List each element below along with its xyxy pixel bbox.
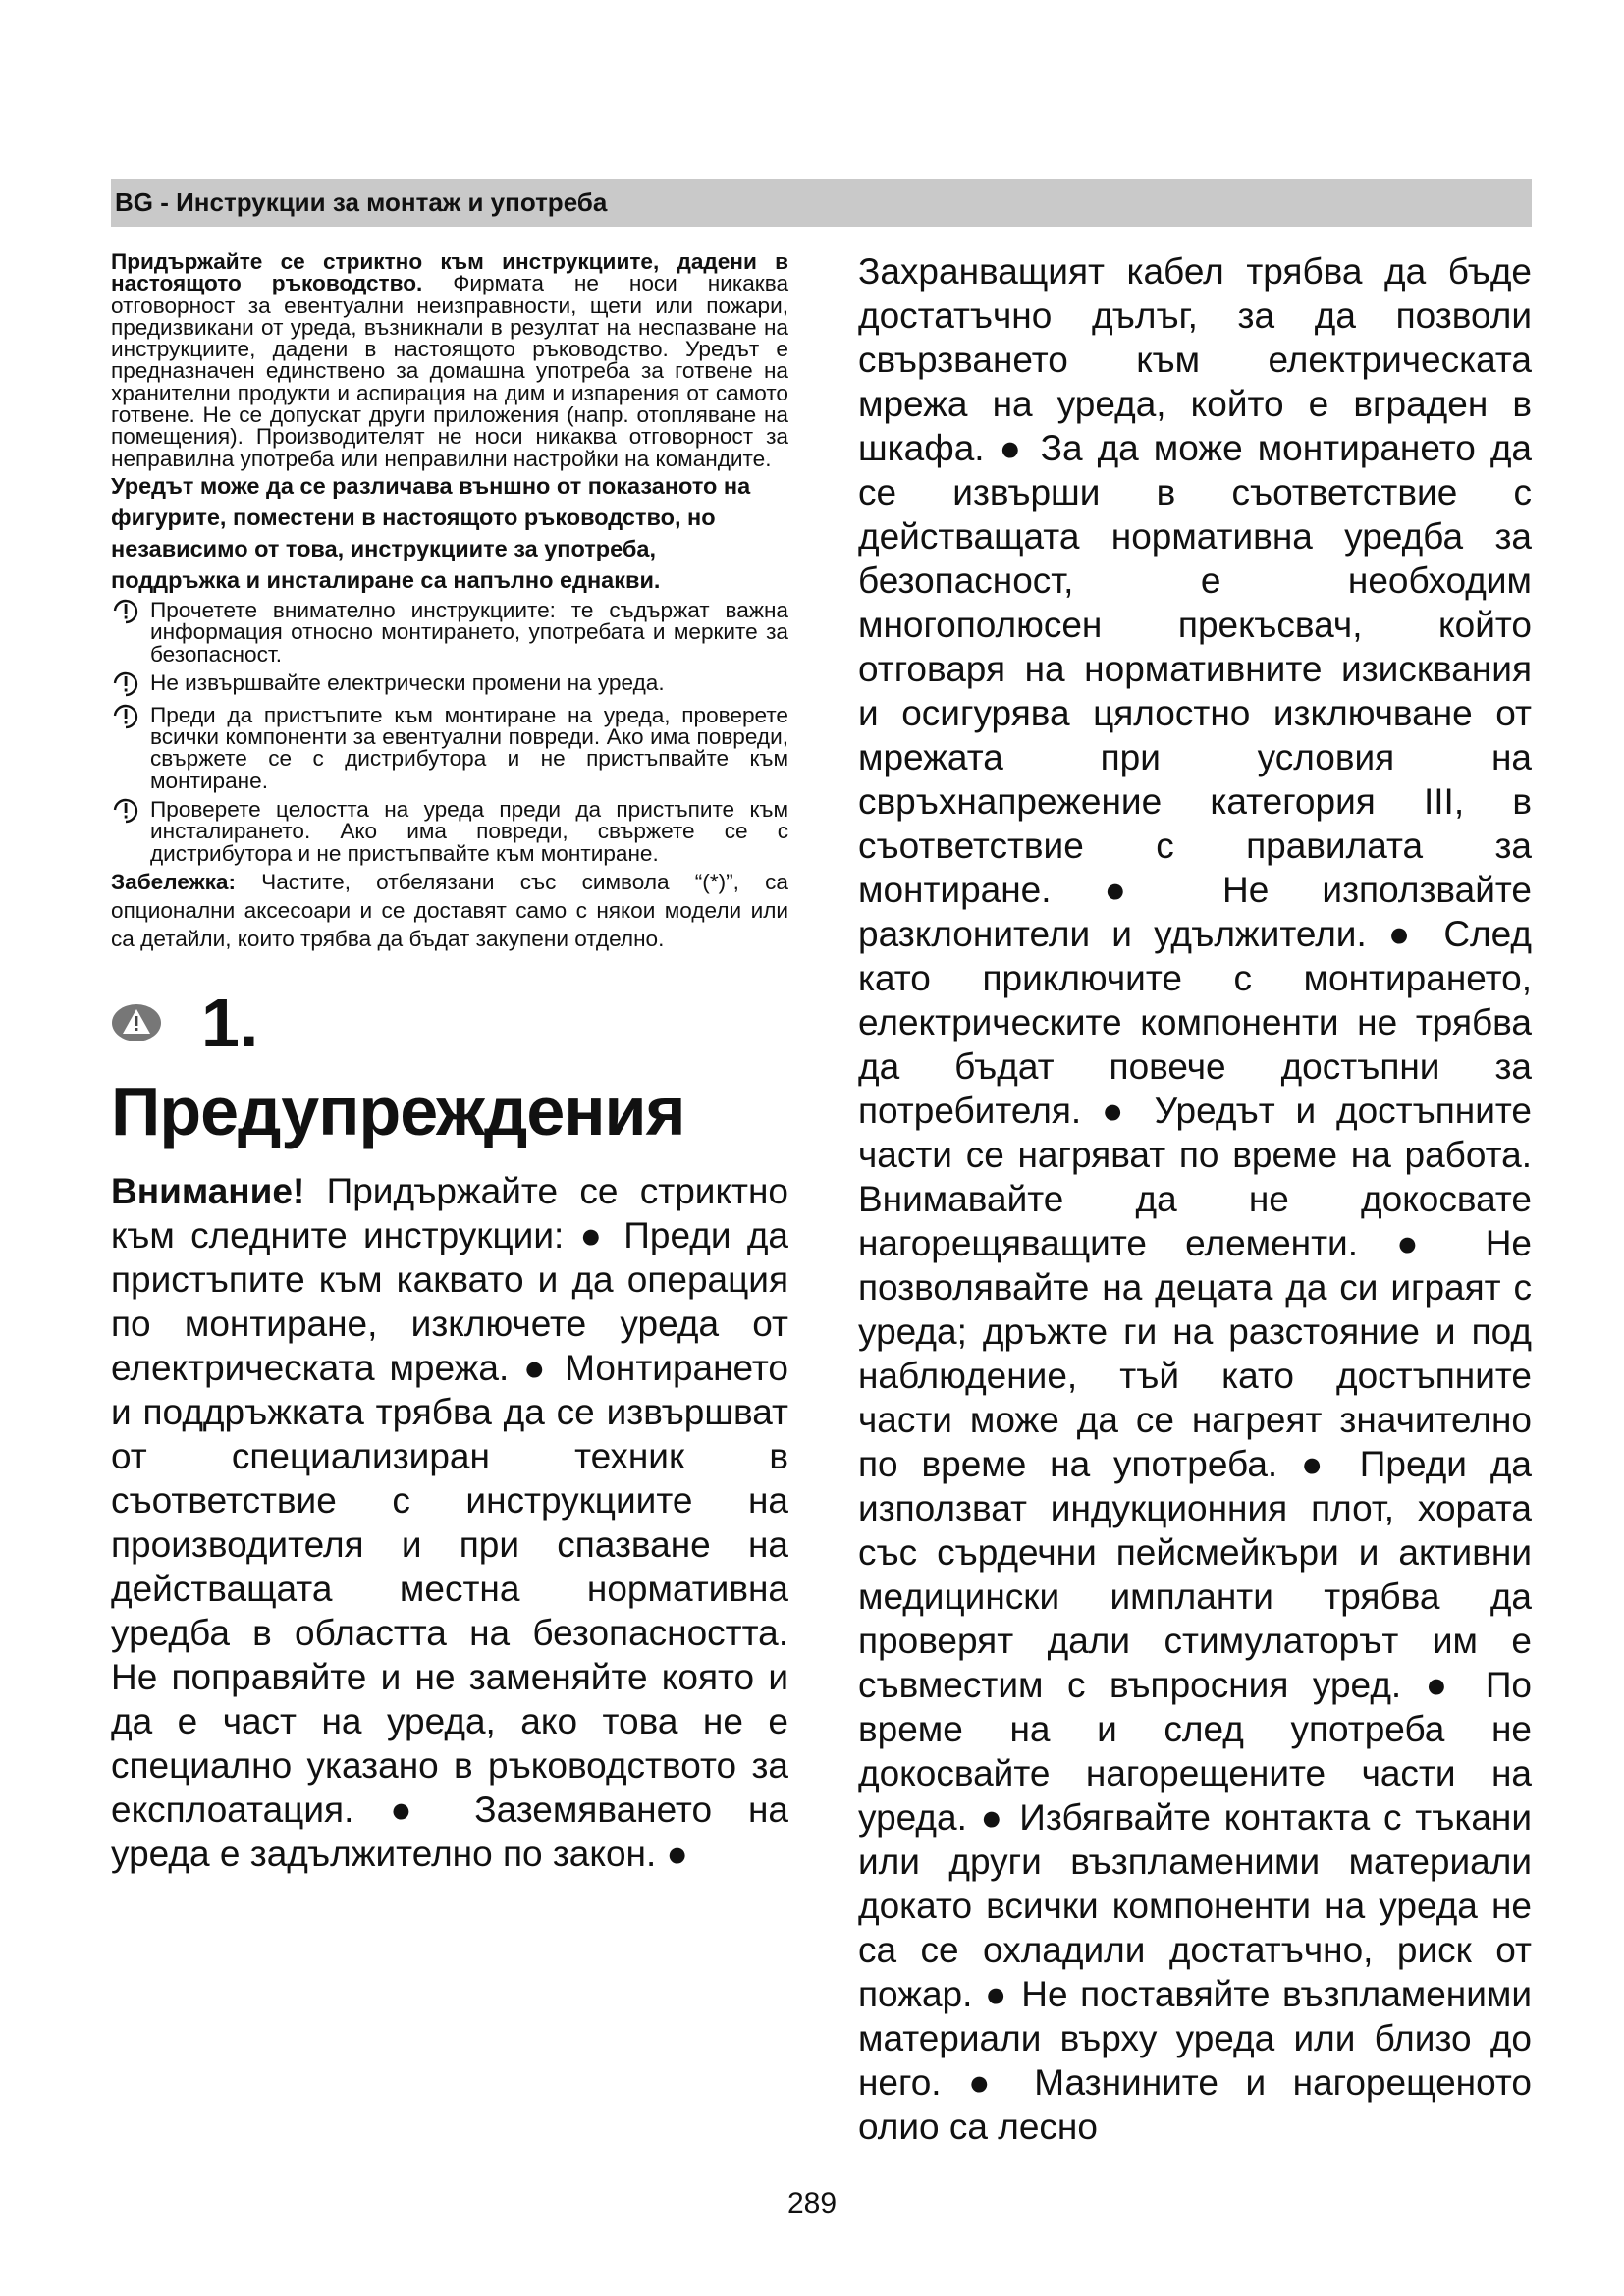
remark-label: Забележка: [111,869,236,894]
header-bar [111,179,1532,227]
note-text: Проверете целостта на уреда преди да пристъпите към инсталирането. Ако има повреди, свържете се с дистрибутора и не пристъпвайте към монтиране. [150,797,788,866]
remark-paragraph [111,868,788,953]
caution-icon [111,670,140,700]
section-left-text: Придържайте се стриктно към следните инструкции: ● Преди да пристъпите към каквато и да операция по монтиране, изключете уреда от електрическата мрежа. ● Монтирането и поддръжката трябва да се извършват от специализиран техник в съответствие с инструкциите на производителя и при спазване на действащата местна нормативна уредба в областта на безопасността. Не поправяйте и не заменяйте която и да е част на уреда, ако това не е специално указано в ръководството за експлоатация. ● Заземяването на уреда е задължително по закон. ● [111,1170,788,1874]
intro-bold-lead: Придържайте се стриктно към инструкциите, дадени в настоящото ръководство. [111,249,788,296]
section-number: 1. [201,984,259,1061]
section-right-paragraph: Захранващият кабел трябва да бъде достатъчно дълъг, за да позволи свързването към електрическата мрежа на уреда, който е вграден в шкафа. ● За да може монтирането да се извърши в съответствие с действащата нормативна уредба за безопасност, е необходим многополюсен прекъсвач, който отговаря на нормативните изисквания и осигурява цялостно изключване от мрежата при условия на свръхнапрежение категория III, в съответствие с правилата за монтиране. ● Не използвайте разклонители и удължители. ● След като приключите с монтирането, електрическите компоненти не трябва да бъдат повече достъпни за потребителя. ● Уредът и достъпните части се нагряват по време на работа. Внимавайте да не докосвате нагорещяващите елементи. ● Не позволявайте на децата да си играят с уреда; дръжте ги на разстояние и под наблюдение, тъй като достъпните части може да се нагреят значително по време на употреба. ● Преди да използват индукционния плот, хората със сърдечни пейсмейкъри и активни медицински импланти трябва да проверят дали стимулаторът им е съвместим с въпросния уред. ● По време на и след употреба не докосвайте нагорещените части на уреда. ● Избягвайте контакта с тъкани или други възпламеними материали докато всички компоненти на уреда не са се охладили достатъчно, риск от пожар. ● Не поставяйте възпламеними материали върху уреда или близо до него. ● Мазнините и нагорещеното олио са лесно [858,251,1532,2147]
header-title: BG - Инструкции за монтаж и употреба [115,187,608,217]
section-left-paragraph [111,1169,788,1876]
section-lead-bold: Внимание! [111,1170,305,1211]
right-column [858,249,1532,2149]
note-item [111,799,788,865]
section-heading [111,979,788,1155]
page-number: 289 [786,2187,838,2219]
note-item [111,669,788,700]
caution-icon [111,598,140,627]
intro-text: Фирмата не носи никаква отговорност за евентуални неизправности, щети или пожари, предизвикани от уреда, възникнали в резултат на неспазване на инструкциите, дадени в настоящото ръководство. Уредът е предназначен единствено за домашна употреба за готвене на хранителни продукти и аспирация на дим и изпарения от самото готвене. Не се допускат други приложения (напр. отопляване на помещения). Производителят не носи никаква отговорност за неправилна употреба или неправилни настройки на командите. [111,271,789,471]
note-text: Не извършвайте електрически промени на уреда. [150,669,665,695]
note-text: Прочетете внимателно инструкциите: те съдържат важна информация относно монтирането, употребата и мерките за безопасност. [150,597,788,667]
section-number-row [111,979,788,1067]
caution-icon [111,797,140,827]
left-column [111,251,788,1876]
caution-icon [111,703,140,732]
intro-paragraph [111,251,788,470]
remark-text: Частите, отбелязани със символа “(*)”, са опционални аксесоари и се доставят само с някои модели или са детайли, които трябва да бъдат закупени отделно. [111,869,788,951]
intro-bold-paragraph: Уредът може да се различава външно от показаното на фигурите, поместени в настоящото ръководство, но независимо от това, инструкциите за употреба, поддръжка и инсталиране са напълно еднакви. [111,472,751,593]
warning-triangle-icon [111,1003,162,1042]
note-item [111,597,788,667]
note-text: Преди да пристъпите към монтиране на уреда, проверете всички компоненти за евентуални повреди. Ако има повреди, свържете се с дистрибутора и не пристъпвайте към монтиране. [150,702,788,793]
section-title: Предупреждения [111,1072,685,1149]
intro-block [111,251,788,596]
note-item [111,702,788,793]
section-left-body [111,1169,788,1876]
notes-list [111,597,788,953]
